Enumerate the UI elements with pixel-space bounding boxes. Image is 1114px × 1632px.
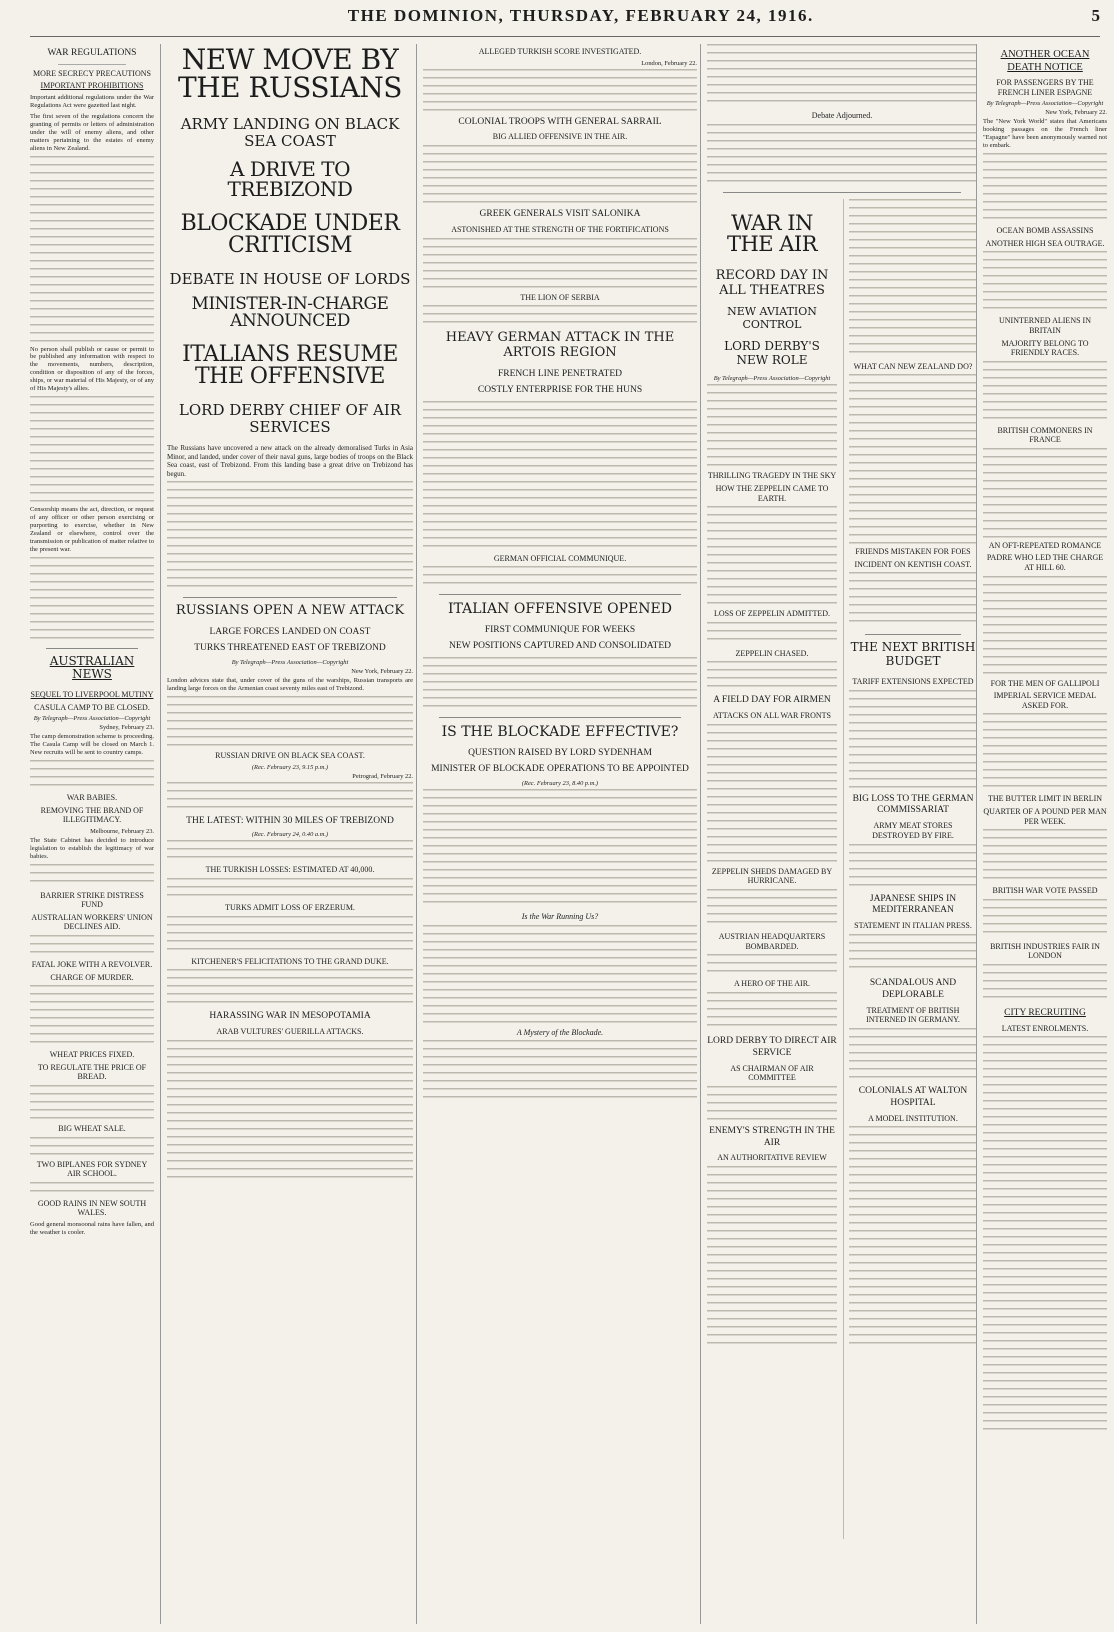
subheadline: A FIELD DAY FOR AIRMEN <box>713 695 831 706</box>
subheadline: ALLEGED TURKISH SCORE INVESTIGATED. <box>478 47 642 56</box>
masthead <box>30 6 1100 37</box>
subheadline: TREATMENT OF BRITISH INTERNED IN GERMANY. <box>866 1005 960 1025</box>
text-block <box>30 1085 154 1121</box>
text-block <box>849 199 977 359</box>
text-block <box>983 576 1107 676</box>
subheadline: TURKS THREATENED EAST OF TREBIZOND <box>194 643 386 654</box>
subheadline: WAR BABIES. <box>66 793 118 803</box>
subheadline: AN OFT-REPEATED ROMANCE <box>988 540 1102 550</box>
text-block <box>423 657 697 711</box>
subheadline: FOR PASSENGERS BY THE FRENCH LINER ESPAGNE <box>996 78 1094 97</box>
text-block <box>707 661 837 691</box>
text-block <box>423 145 697 205</box>
text-block <box>30 1182 154 1196</box>
headline: THE NEXT BRITISH BUDGET <box>850 640 976 669</box>
lead-headline: NEW MOVE BY THE RUSSIANS <box>178 44 402 104</box>
deck-headline: LORD DERBY CHIEF OF AIR SERVICES <box>178 400 402 436</box>
text-block <box>983 964 1107 1004</box>
article-text: Censorship means the act, direction, or request of any officer or other person exercising or purporting to exercise, whether in New Zealand or elsewhere, control over the transmission or publication of matter relative to the present war. <box>30 506 154 553</box>
subheadline: ENEMY'S STRENGTH IN THE AIR <box>709 1125 835 1148</box>
text-block <box>707 124 977 186</box>
subheadline: A MODEL INSTITUTION. <box>868 1113 958 1123</box>
subheadline: BIG LOSS TO THE GERMAN COMMISSARIAT <box>852 793 974 816</box>
subheadline: BRITISH INDUSTRIES FAIR IN LONDON <box>990 941 1100 961</box>
text-block <box>30 985 154 1047</box>
subheadline: THE BUTTER LIMIT IN BERLIN <box>987 794 1103 804</box>
deck-headline: ARMY LANDING ON BLACK SEA COAST <box>180 115 400 151</box>
subheadline: Debate Adjourned. <box>811 111 873 120</box>
text-block <box>423 789 697 909</box>
subheadline: COLONIALS AT WALTON HOSPITAL <box>858 1085 968 1108</box>
subheadline: A Mystery of the Blockade. <box>516 1027 604 1037</box>
subheadline: CHARGE OF MURDER. <box>50 972 134 982</box>
subheadline: ARMY MEAT STORES DESTROYED BY FIRE. <box>872 821 954 840</box>
dateline: Sydney, February 23. <box>99 724 154 732</box>
subheadline: MORE SECRECY PRECAUTIONS <box>33 68 151 78</box>
text-block <box>167 969 413 1007</box>
text-block <box>849 1028 977 1082</box>
column-4 <box>700 44 983 1624</box>
column-3 <box>416 44 703 1624</box>
subheadline: AUSTRALIAN WORKERS' UNION DECLINES AID. <box>31 912 153 932</box>
subheadline: FRIENDS MISTAKEN FOR FOES <box>855 547 971 557</box>
text-block <box>707 954 837 976</box>
subheadline: BRITISH WAR VOTE PASSED <box>992 886 1098 896</box>
subheadline: LATEST ENROLMENTS. <box>1001 1023 1089 1033</box>
byline: By Telegraph—Press Association—Copyright <box>713 375 831 383</box>
subheadline: COSTLY ENTERPRISE FOR THE HUNS <box>477 384 643 395</box>
subheadline: REMOVING THE BRAND OF ILLEGITIMACY. <box>40 805 144 825</box>
subheadline: TWO BIPLANES FOR SYDNEY AIR SCHOOL. <box>36 1159 148 1179</box>
subheadline: MAJORITY BELONG TO FRIENDLY RACES. <box>1001 338 1089 358</box>
subheadline: WHAT CAN NEW ZEALAND DO? <box>853 361 973 371</box>
page-number: 5 <box>1091 6 1100 25</box>
text-block <box>983 713 1107 791</box>
text-block <box>423 69 697 113</box>
text-block <box>983 829 1107 883</box>
byline: By Telegraph—Press Association—Copyright <box>33 715 151 723</box>
article-text: The State Cabinet has decided to introduce legislation to establish the legitimacy of war babies. <box>30 836 154 860</box>
subheadline: ASTONISHED AT THE STRENGTH OF THE FORTIFICATIONS <box>451 224 669 234</box>
subheadline: A HERO OF THE AIR. <box>733 979 811 989</box>
text-block <box>983 1036 1107 1436</box>
text-block <box>423 566 697 588</box>
subheadline: AS CHAIRMAN OF AIR COMMITTEE <box>730 1063 814 1083</box>
subheadline: ANOTHER HIGH SEA OUTRAGE. <box>985 238 1105 248</box>
lead-text: The Russians have uncovered a new attack on the already demoralised Turks in Asia Minor, and landed, under cover of their naval guns, large bodies of troops on the Black Sea coast, east of Trebizond. From this landing base a great drive on Trebizond has begun. <box>167 444 413 478</box>
text-block <box>707 622 837 646</box>
masthead-title: THE DOMINION, THURSDAY, FEBRUARY 24, 1916. <box>347 6 814 25</box>
kicker: IMPORTANT PROHIBITIONS <box>40 81 144 91</box>
article-text: The camp demonstration scheme is proceeding. The Casula Camp will be closed on March 1. New recruits will be sent to country camps. <box>30 733 154 757</box>
subheadline: ARAB VULTURES' GUERILLA ATTACKS. <box>216 1027 364 1037</box>
headline: ITALIAN OFFENSIVE OPENED <box>448 601 672 618</box>
article-text: The "New York World" states that Americans booking passages on the French liner "Espagne" have been anonymously warned not to embark. <box>983 118 1107 150</box>
text-block <box>983 361 1107 423</box>
subheadline: THE LATEST: WITHIN 30 MILES OF TREBIZOND <box>186 815 394 826</box>
subheadline: BRITISH COMMONERS IN FRANCE <box>997 425 1093 445</box>
headline: IS THE BLOCKADE EFFECTIVE? <box>441 724 679 741</box>
headline: HEAVY GERMAN ATTACK IN THE ARTOIS REGION <box>445 330 675 361</box>
column-5 <box>976 44 1107 1624</box>
subheadline: BIG ALLIED OFFENSIVE IN THE AIR. <box>492 132 628 142</box>
text-block <box>167 696 413 748</box>
subheadline: FIRST COMMUNIQUE FOR WEEKS <box>484 625 636 636</box>
subheadline: GOOD RAINS IN NEW SOUTH WALES. <box>37 1198 147 1218</box>
dateline: Petrograd, February 22. <box>352 772 413 780</box>
subheadline: STATEMENT IN ITALIAN PRESS. <box>854 921 972 931</box>
subheadline: TARIFF EXTENSIONS EXPECTED <box>852 676 974 686</box>
subheadline: CASULA CAMP TO BE CLOSED. <box>34 702 150 712</box>
text-block <box>983 251 1107 313</box>
subheadline: THE LION OF SERBIA <box>520 292 600 302</box>
war-in-the-air-column <box>707 199 841 1539</box>
subheadline: SCANDALOUS AND DEPLORABLE <box>869 977 957 1000</box>
text-block <box>167 840 413 862</box>
article-text: Important additional regulations under the War Regulations Act were gazetted last night. <box>30 94 154 109</box>
dateline: New York, February 22. <box>1045 109 1107 117</box>
deck-headline: NEW AVIATION CONTROL <box>727 305 817 332</box>
subheadline: QUARTER OF A POUND PER MAN PER WEEK. <box>983 807 1107 826</box>
australian-news-article <box>30 655 154 1237</box>
text-block <box>707 384 837 468</box>
subheadline: LORD DERBY TO DIRECT AIR SERVICE <box>707 1035 837 1058</box>
subheadline: AN AUTHORITATIVE REVIEW <box>717 1153 827 1163</box>
dateline: New York, February 22. <box>351 668 413 676</box>
text-block <box>423 401 697 551</box>
subheadline: FATAL JOKE WITH A REVOLVER. <box>31 960 153 970</box>
received-line: (Rec. February 24, 0.40 a.m.) <box>251 831 329 839</box>
text-block <box>167 782 413 812</box>
article-text: No person shall publish or cause or permit to be published any information with respect to the movements, numbers, description, condition or disposition of any of the forces, ships, or war material of His Majesty, or of any of His Majesty's allies. <box>30 345 154 393</box>
text-block <box>707 992 837 1032</box>
deck-headline: DEBATE IN HOUSE OF LORDS <box>169 269 411 288</box>
text-block <box>707 1166 837 1346</box>
column-2 <box>160 44 419 1624</box>
text-block <box>30 1137 154 1157</box>
subheadline: WHEAT PRICES FIXED. <box>49 1050 135 1060</box>
column-1 <box>30 44 160 1624</box>
text-block <box>30 396 154 506</box>
subheadline: JAPANESE SHIPS IN MEDITERRANEAN <box>869 893 957 916</box>
subheadline: TO REGULATE THE PRICE OF BREAD. <box>37 1062 147 1082</box>
article-text: Good general monsoonal rains have fallen, and the weather is cooler. <box>30 1220 154 1236</box>
text-block <box>423 925 697 1025</box>
subheadline: INCIDENT ON KENTISH COAST. <box>854 559 972 569</box>
subheadline: BIG WHEAT SALE. <box>58 1124 126 1134</box>
text-block <box>30 156 154 346</box>
subheadline: HOW THE ZEPPELIN CAME TO EARTH. <box>715 483 829 503</box>
subheadline: LOSS OF ZEPPELIN ADMITTED. <box>713 609 830 619</box>
subheadline: LARGE FORCES LANDED ON COAST <box>209 627 371 638</box>
dateline: London, February 22. <box>641 59 697 67</box>
subheadline: SEQUEL TO LIVERPOOL MUTINY <box>30 690 154 700</box>
article-text: London advices state that, under cover of the guns of the warships, Russian transports are landing large forces on the Armenian coast seventy miles east of Trebizond. <box>167 677 413 692</box>
text-block <box>707 889 837 929</box>
subheadline: FRENCH LINE PENETRATED <box>497 369 623 379</box>
dateline: Melbourne, February 23. <box>90 827 154 835</box>
text-block <box>849 572 977 628</box>
subheadline: FOR THE MEN OF GALLIPOLI <box>990 678 1100 688</box>
headline: ANOTHER OCEAN DEATH NOTICE <box>1000 49 1090 74</box>
text-block <box>849 934 977 974</box>
text-block <box>707 506 837 606</box>
subheadline: THE TURKISH LOSSES: ESTIMATED AT 40,000. <box>205 865 375 875</box>
deck-headline: BLOCKADE UNDER CRITICISM <box>180 210 400 258</box>
subheadline: RUSSIAN DRIVE ON BLACK SEA COAST. <box>215 750 365 760</box>
text-block <box>30 935 154 957</box>
war-regulations-article <box>30 48 154 642</box>
text-block <box>167 878 413 900</box>
subheadline: AUSTRIAN HEADQUARTERS BOMBARDED. <box>718 931 826 951</box>
received-line: (Rec. February 23, 9.15 p.m.) <box>251 763 329 771</box>
news-briefs-column <box>843 199 977 1539</box>
headline: AUSTRALIAN NEWS <box>49 653 135 682</box>
subheadline: UNINTERNED ALIENS IN BRITAIN <box>999 316 1091 335</box>
subheadline: GERMAN OFFICIAL COMMUNIQUE. <box>493 553 627 563</box>
subheadline: PADRE WHO LED THE CHARGE AT HILL 60. <box>986 553 1104 573</box>
subheadline: KITCHENER'S FELICITATIONS TO THE GRAND DUKE. <box>191 956 389 966</box>
text-block <box>423 1040 697 1100</box>
columns <box>30 44 1107 1624</box>
text-block <box>983 899 1107 939</box>
text-block <box>983 153 1107 223</box>
headline: COLONIAL TROOPS WITH GENERAL SARRAIL <box>458 116 662 127</box>
received-line: (Rec. February 23, 8.40 p.m.) <box>521 780 599 788</box>
byline: By Telegraph—Press Association—Copyright <box>986 100 1104 108</box>
headline: WAR REGULATIONS <box>47 48 137 58</box>
text-block <box>707 1086 837 1122</box>
text-block <box>423 238 697 290</box>
text-block <box>167 481 413 591</box>
subheadline: MINISTER OF BLOCKADE OPERATIONS TO BE APPOINTED <box>431 764 689 775</box>
headline: RUSSIANS OPEN A NEW ATTACK <box>175 603 405 619</box>
text-block <box>707 724 837 864</box>
deck-headline: ITALIANS RESUME THE OFFENSIVE <box>182 341 398 389</box>
byline: By Telegraph—Press Association—Copyright <box>231 659 349 667</box>
headline: WAR IN THE AIR <box>726 210 818 256</box>
text-block <box>167 916 413 954</box>
headline: CITY RECRUITING <box>1004 1008 1086 1018</box>
article-text: The first seven of the regulations concern the granting of permits or letters of administration under the will of enemy aliens, and other matters pertaining to the estates of enemy aliens in New Zealand. <box>30 112 154 152</box>
text-block <box>849 844 977 890</box>
subheadline: ZEPPELIN SHEDS DAMAGED BY HURRICANE. <box>711 866 833 886</box>
subheadline: BARRIER STRIKE DISTRESS FUND <box>40 890 144 910</box>
deck-headline: RECORD DAY IN ALL THEATRES <box>715 267 829 298</box>
text-block <box>30 557 154 642</box>
deck-headline: MINISTER-IN-CHARGE ANNOUNCED <box>191 293 389 331</box>
subheadline: QUESTION RAISED BY LORD SYDENHAM <box>468 748 652 759</box>
text-block <box>30 864 154 888</box>
subheadline: THRILLING TRAGEDY IN THE SKY <box>707 471 837 481</box>
subheadline: HARASSING WAR IN MESOPOTAMIA <box>209 1011 371 1022</box>
text-block <box>30 760 154 790</box>
subheadline: ATTACKS ON ALL WAR FRONTS <box>712 711 832 721</box>
text-block <box>707 44 977 108</box>
deck-headline: A DRIVE TO TREBIZOND <box>227 156 353 201</box>
text-block <box>849 690 977 790</box>
text-block <box>849 374 977 544</box>
text-block <box>983 448 1107 538</box>
headline: GREEK GENERALS VISIT SALONIKA <box>479 209 641 220</box>
text-block <box>849 1126 977 1346</box>
subheadline: Is the War Running Us? <box>521 912 599 922</box>
subheadline: TURKS ADMIT LOSS OF ERZERUM. <box>225 902 355 912</box>
text-block <box>167 1040 413 1180</box>
subheadline: ZEPPELIN CHASED. <box>735 648 809 658</box>
subheadline: IMPERIAL SERVICE MEDAL ASKED FOR. <box>993 691 1097 710</box>
deck-headline: LORD DERBY'S NEW ROLE <box>724 338 820 367</box>
subheadline: NEW POSITIONS CAPTURED AND CONSOLIDATED <box>448 641 672 652</box>
subheadline: OCEAN BOMB ASSASSINS <box>996 226 1094 236</box>
text-block <box>423 305 697 327</box>
